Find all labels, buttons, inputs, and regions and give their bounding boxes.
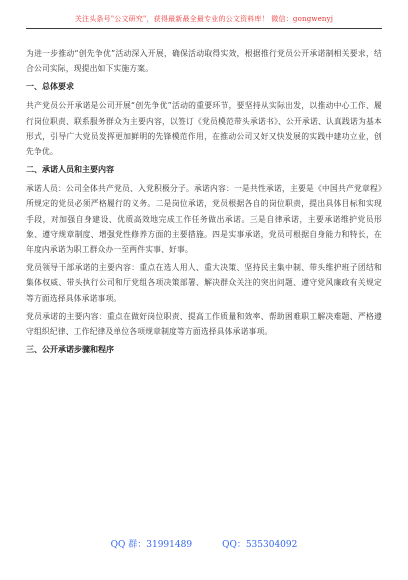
intro-paragraph: 为进一步推动“创先争优”活动深入开展，确保活动取得实效，根据推行党员公开承诺制相关要求，结合公司实际，现提出如下实施方案。 xyxy=(26,49,382,74)
section-heading-1: 一、总体要求 xyxy=(26,82,74,92)
page-footer xyxy=(0,537,408,550)
section-heading-3: 三、公开承诺步骤和程序 xyxy=(26,345,114,355)
document-body xyxy=(26,46,382,361)
footer-qq: QQ：535304092 xyxy=(222,540,298,550)
paragraph-member-commitment: 党员承诺的主要内容：重点在做好岗位职责、提高工作质量和效率、帮助困难职工解决难题、严格遵守组织纪律、工作纪律及单位各项规章制度等方面选择具体承诺事项。 xyxy=(26,311,382,337)
footer-qq-group: QQ 群：31991489 xyxy=(110,540,193,550)
paragraph-general-requirements: 共产党员公开承诺是公司开展“创先争优”活动的重要环节，要坚持从实际出发，以推动中心工作、履行岗位职责、联系服务群众为主要内容，以签订《党员模范带头承诺书》、公开承诺、认真践诺为基本形式，引导广大党员发挥更加鲜明的先锋模范作用，在推动公司又好又快发展的实践中建功立业，创先争优。 xyxy=(26,101,382,157)
section-heading-2: 二、承诺人员和主要内容 xyxy=(26,165,114,175)
page-header xyxy=(26,6,382,29)
header-promo-text: 关注头条号"公文研究"，获得最新最全最专业的公文资料库！ 微信：gongwenyj xyxy=(74,15,334,23)
paragraph-leader-commitment: 党员领导干部承诺的主要内容：重点在选人用人、重大决策、坚持民主集中制、带头维护班子团结和集体权威、带头执行公司和厅党组各项决策部署、解决群众关注的突出问题、遵守党风廉政有关规定等方面选择具体承诺事项。 xyxy=(26,263,382,303)
paragraph-commitment-personnel: 承诺人员：公司全体共产党员、入党积极分子。承诺内容：一是共性承诺，主要是《中国共产党章程》所规定的党员必须严格履行的义务。二是岗位承诺，党员根据各自的岗位职责，提出具体目标和实现手段，对加强自身建设、优质高效地完成工作任务做出承诺。三是自律承诺，主要承诺维护党员形象、遵守规章制度、增强党性修养方面的主要措施。四是实事承诺，党员可根据自身能力和特长，在年度内承诺为职工群众办一至两件实事、好事。 xyxy=(26,184,382,255)
